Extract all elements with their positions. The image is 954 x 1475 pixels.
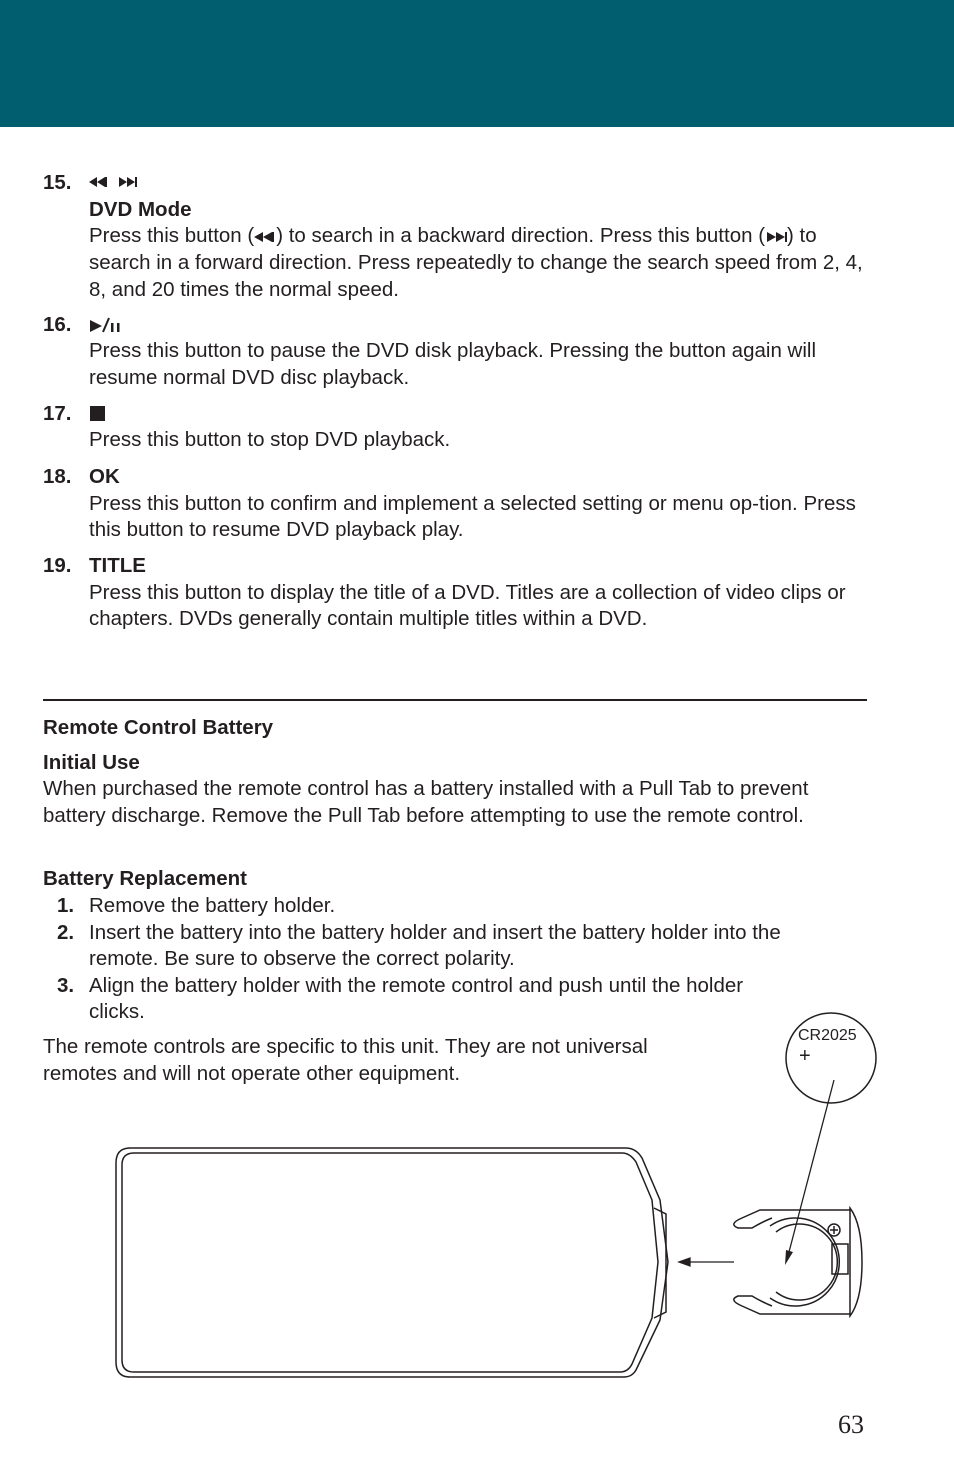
item-heading: DVD Mode [89, 197, 192, 221]
item-description: Press this button to display the title of a DVD. Titles are a collection of video clips or chapters. DVDs generally contain multiple titles within a DVD. [89, 580, 846, 630]
item-description: Press this button to stop DVD playback. [89, 428, 451, 451]
item-number: 17. [43, 402, 72, 425]
remote-control-outline [116, 1148, 668, 1377]
item-number: 18. [43, 465, 72, 488]
insert-arrow [679, 1258, 734, 1266]
item-description: Press this button ( ) to search in a backward direction. Press this button ( ) to search in a forward direction. Press repeatedly to change the search speed from 2, 4, 8, and 20 times the normal speed. [89, 224, 863, 301]
list-item: 3. Align the battery holder with the remote control and push until the holder clicks. [57, 973, 744, 1023]
page-number: 63 [838, 1410, 864, 1439]
list-item: 2. Insert the battery into the battery holder and insert the battery holder into the remote. Be sure to observe the correct polarity. [57, 920, 781, 970]
list-item: 1. Remove the battery holder. [57, 894, 336, 917]
initial-use-heading: Initial Use [43, 751, 140, 774]
battery-holder [734, 1208, 862, 1316]
initial-use-text: When purchased the remote control has a battery installed with a Pull Tab to prevent battery discharge. Remove the Pull Tab before attempting to use the remote control. [43, 777, 809, 827]
item-description: Press this button to confirm and implement a selected setting or menu op-tion. Press this button to resume DVD playback play. [89, 491, 856, 541]
item-description: Press this button to pause the DVD disk playback. Pressing the button again will resume normal DVD disc playback. [89, 339, 817, 389]
compatibility-note: The remote controls are specific to this unit. They are not universal remotes and will not operate other equipment. [43, 1035, 648, 1085]
item-number: 16. [43, 313, 72, 336]
item-heading: TITLE [89, 554, 146, 577]
battery-plus-mark: + [799, 1045, 811, 1067]
item-heading: OK [89, 465, 120, 488]
item-number: 15. [43, 171, 72, 194]
section-title: Remote Control Battery [43, 716, 274, 739]
battery-label: CR2025 [798, 1027, 857, 1044]
battery-replacement-heading: Battery Replacement [43, 867, 247, 890]
item-number: 19. [43, 554, 72, 577]
